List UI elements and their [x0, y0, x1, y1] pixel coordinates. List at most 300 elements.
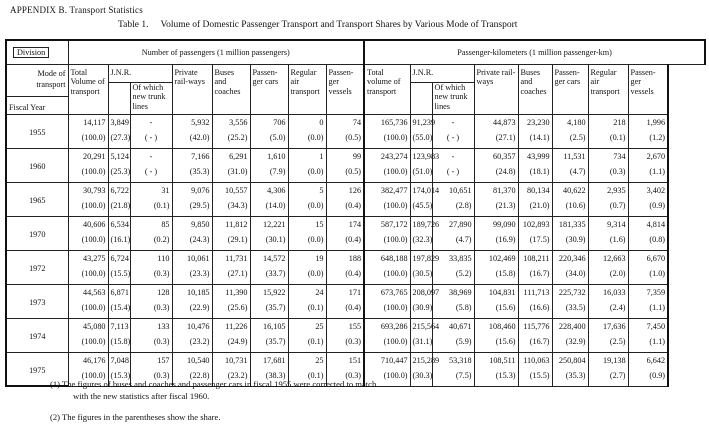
value-cell: 2,935 — [588, 182, 628, 201]
value-cell: 25 — [288, 352, 326, 371]
share-cell: (17.5) — [518, 235, 552, 250]
passenger-cars-pkm-header: Passen-ger cars — [552, 64, 588, 114]
passenger-vessels-pkm-header: Passen-ger vessels — [628, 64, 668, 114]
value-cell: 12,663 — [588, 250, 628, 269]
share-cell: (30.9) — [552, 235, 588, 250]
share-cell: (24.8) — [474, 167, 518, 182]
value-cell: 165,736 — [364, 114, 410, 133]
share-cell: (1.1) — [628, 337, 668, 352]
share-cell: (1.1) — [628, 303, 668, 318]
buses-pkm-header: Buses and coaches — [518, 64, 552, 114]
private-railways-header: Private rail-ways — [172, 64, 212, 114]
value-cell: 243,274 — [364, 148, 410, 167]
value-cell: 44,873 — [474, 114, 518, 133]
value-cell: 14,572 — [250, 250, 288, 269]
value-cell: 99 — [326, 148, 364, 167]
value-cell: 102,893 — [518, 216, 552, 235]
value-cell: 181,335 — [552, 216, 588, 235]
share-cell: (31.1) — [410, 337, 432, 352]
value-cell: 693,286 — [364, 318, 410, 337]
value-cell: 108,211 — [518, 250, 552, 269]
value-cell: 110,063 — [518, 352, 552, 371]
value-cell: 215,289 — [410, 352, 432, 371]
of-which-header: Of which new trunk lines — [130, 82, 172, 114]
share-cell: (1.2) — [628, 133, 668, 148]
fiscal-year-cell: 1955 — [6, 114, 68, 148]
value-cell: 104,831 — [474, 284, 518, 303]
share-cell: (45.5) — [410, 201, 432, 216]
fiscal-year-cell: 1965 — [6, 182, 68, 216]
share-cell: (14.0) — [250, 201, 288, 216]
table-row — [6, 182, 705, 201]
share-cell: (31.0) — [212, 167, 250, 182]
share-cell: (15.4) — [108, 303, 130, 318]
value-cell: 108,460 — [474, 318, 518, 337]
jnr-header: J.N.R. — [108, 64, 172, 82]
value-cell: 7,359 — [628, 284, 668, 303]
value-cell: 228,400 — [552, 318, 588, 337]
value-cell: 10,476 — [172, 318, 212, 337]
value-cell: 133 — [130, 318, 172, 337]
share-cell: (0.3) — [130, 371, 172, 386]
value-cell: 5 — [288, 182, 326, 201]
value-cell: 0 — [288, 114, 326, 133]
share-cell: (16.1) — [108, 235, 130, 250]
value-cell: 30,793 — [68, 182, 108, 201]
share-cell: (0.9) — [628, 371, 668, 386]
share-cell: (25.2) — [212, 133, 250, 148]
share-cell: (1.6) — [588, 235, 628, 250]
division-label: Division — [13, 47, 49, 59]
table-row — [6, 352, 705, 371]
value-cell: 7,166 — [172, 148, 212, 167]
share-cell: (0.1) — [288, 303, 326, 318]
share-cell: (23.3) — [172, 269, 212, 284]
table-row — [6, 148, 705, 167]
value-cell: 5,124 — [108, 148, 130, 167]
share-cell: ( - ) — [432, 133, 474, 148]
share-cell: ( - ) — [432, 167, 474, 182]
value-cell: 43,999 — [518, 148, 552, 167]
value-cell: 9,076 — [172, 182, 212, 201]
share-cell: (21.0) — [518, 201, 552, 216]
share-cell: (100.0) — [68, 235, 108, 250]
share-cell: (30.9) — [410, 303, 432, 318]
share-cell: (22.8) — [172, 371, 212, 386]
share-cell: (100.0) — [364, 269, 410, 284]
share-cell: (30.5) — [410, 269, 432, 284]
share-cell: (0.3) — [130, 269, 172, 284]
table-row — [6, 114, 705, 133]
value-cell: 11,226 — [212, 318, 250, 337]
value-cell: 6,722 — [108, 182, 130, 201]
value-cell: 14,117 — [68, 114, 108, 133]
total-volume-pkm-header: Total volume of transport — [364, 64, 410, 114]
share-cell: (100.0) — [364, 337, 410, 352]
share-cell: ( - ) — [130, 167, 172, 182]
value-cell: 710,447 — [364, 352, 410, 371]
value-cell: 10,557 — [212, 182, 250, 201]
value-cell: - — [432, 114, 474, 133]
value-cell: 20,291 — [68, 148, 108, 167]
value-cell: 15,922 — [250, 284, 288, 303]
share-cell: (0.1) — [288, 337, 326, 352]
value-cell: 734 — [588, 148, 628, 167]
value-cell: 225,732 — [552, 284, 588, 303]
value-cell: 40,622 — [552, 182, 588, 201]
value-cell: 189,726 — [410, 216, 432, 235]
value-cell: 17,636 — [588, 318, 628, 337]
share-cell: (21.8) — [108, 201, 130, 216]
value-cell: 19,138 — [588, 352, 628, 371]
value-cell: 4,306 — [250, 182, 288, 201]
share-cell: (16.6) — [518, 303, 552, 318]
mode-header — [6, 64, 68, 96]
value-cell: 706 — [250, 114, 288, 133]
share-cell: (0.7) — [588, 201, 628, 216]
value-cell: 15 — [288, 216, 326, 235]
value-cell: 1,996 — [628, 114, 668, 133]
share-cell: (4.7) — [552, 167, 588, 182]
regular-air-pkm-header: Regular air transport — [588, 64, 628, 114]
fiscal-year-header: Fiscal Year — [6, 96, 68, 114]
share-cell: (15.8) — [474, 269, 518, 284]
share-cell: (29.1) — [212, 235, 250, 250]
value-cell: 6,724 — [108, 250, 130, 269]
share-cell: (100.0) — [364, 235, 410, 250]
value-cell: 6,534 — [108, 216, 130, 235]
share-cell: (18.1) — [518, 167, 552, 182]
share-cell: (100.0) — [68, 269, 108, 284]
value-cell: 6,670 — [628, 250, 668, 269]
table-row — [6, 133, 705, 148]
share-cell: (2.4) — [588, 303, 628, 318]
share-cell: (30.3) — [410, 371, 432, 386]
fiscal-year-cell: 1970 — [6, 216, 68, 250]
share-cell: (100.0) — [364, 201, 410, 216]
value-cell: 10,731 — [212, 352, 250, 371]
value-cell: 218 — [588, 114, 628, 133]
value-cell: 111,713 — [518, 284, 552, 303]
share-cell: (38.3) — [250, 371, 288, 386]
value-cell: 197,829 — [410, 250, 432, 269]
share-cell: (33.5) — [552, 303, 588, 318]
share-cell: (100.0) — [68, 201, 108, 216]
table-row — [6, 201, 705, 216]
share-cell: (35.3) — [552, 371, 588, 386]
value-cell: 1,610 — [250, 148, 288, 167]
passenger-vessels-header: Passen-ger vessels — [326, 64, 364, 114]
table-row — [6, 318, 705, 337]
value-cell: 9,314 — [588, 216, 628, 235]
share-cell: (0.3) — [588, 167, 628, 182]
share-cell: (34.3) — [212, 201, 250, 216]
share-cell: (1.0) — [628, 269, 668, 284]
share-cell: (0.5) — [326, 133, 364, 148]
share-cell: (24.3) — [172, 235, 212, 250]
share-cell: (2.5) — [552, 133, 588, 148]
value-cell: 17,681 — [250, 352, 288, 371]
value-cell: 128 — [130, 284, 172, 303]
share-cell: (15.6) — [474, 303, 518, 318]
value-cell: 10,540 — [172, 352, 212, 371]
value-cell: 85 — [130, 216, 172, 235]
transport-table — [5, 39, 706, 387]
value-cell: 250,804 — [552, 352, 588, 371]
table-row — [6, 167, 705, 182]
fiscal-year-cell: 1973 — [6, 284, 68, 318]
footnotes — [50, 378, 376, 423]
value-cell: 7,113 — [108, 318, 130, 337]
value-cell: 74 — [326, 114, 364, 133]
regular-air-header: Regular air transport — [288, 64, 326, 114]
value-cell: 108,511 — [474, 352, 518, 371]
value-cell: 16,033 — [588, 284, 628, 303]
share-cell: (25.6) — [212, 303, 250, 318]
share-cell: (0.3) — [326, 337, 364, 352]
fiscal-year-cell: 1960 — [6, 148, 68, 182]
value-cell: 12,221 — [250, 216, 288, 235]
table-number: Table 1. — [118, 20, 149, 30]
value-cell: 31 — [130, 182, 172, 201]
share-cell: (100.0) — [68, 303, 108, 318]
value-cell: 25 — [288, 318, 326, 337]
value-cell: - — [130, 114, 172, 133]
table-row — [6, 337, 705, 352]
value-cell: 43,275 — [68, 250, 108, 269]
value-cell: 6,642 — [628, 352, 668, 371]
share-cell: (5.0) — [250, 133, 288, 148]
value-cell: 587,172 — [364, 216, 410, 235]
share-cell: (0.3) — [130, 337, 172, 352]
share-cell: (25.3) — [108, 167, 130, 182]
table-row — [6, 284, 705, 303]
share-cell: (0.1) — [288, 371, 326, 386]
share-cell: (35.7) — [250, 303, 288, 318]
value-cell: 16,105 — [250, 318, 288, 337]
value-cell: 7,450 — [628, 318, 668, 337]
share-cell: (0.0) — [288, 235, 326, 250]
value-cell: 40,606 — [68, 216, 108, 235]
share-cell: (4.7) — [432, 235, 474, 250]
share-cell: (0.9) — [628, 201, 668, 216]
value-cell: 188 — [326, 250, 364, 269]
value-cell: 99,090 — [474, 216, 518, 235]
value-cell: 19 — [288, 250, 326, 269]
share-cell: (15.5) — [108, 269, 130, 284]
value-cell: 24 — [288, 284, 326, 303]
share-cell: (42.0) — [172, 133, 212, 148]
share-cell: (0.0) — [288, 201, 326, 216]
share-cell: (0.1) — [588, 133, 628, 148]
share-cell: (2.0) — [588, 269, 628, 284]
value-cell: 171 — [326, 284, 364, 303]
value-cell: 33,835 — [432, 250, 474, 269]
value-cell: 44,563 — [68, 284, 108, 303]
division-header — [6, 40, 68, 64]
share-cell: (27.1) — [212, 269, 250, 284]
value-cell: 208,097 — [410, 284, 432, 303]
share-cell: (55.0) — [410, 133, 432, 148]
table-body — [6, 114, 705, 386]
value-cell: 11,812 — [212, 216, 250, 235]
share-cell: (30.1) — [250, 235, 288, 250]
share-cell: (16.9) — [474, 235, 518, 250]
value-cell: 45,080 — [68, 318, 108, 337]
share-cell: (100.0) — [364, 167, 410, 182]
value-cell: 46,176 — [68, 352, 108, 371]
value-cell: 10,185 — [172, 284, 212, 303]
table-row — [6, 216, 705, 235]
value-cell: 4,814 — [628, 216, 668, 235]
value-cell: 10,651 — [432, 182, 474, 201]
value-cell: 126 — [326, 182, 364, 201]
share-cell: (27.3) — [108, 133, 130, 148]
share-cell: (27.1) — [474, 133, 518, 148]
value-cell: 3,556 — [212, 114, 250, 133]
value-cell: 115,776 — [518, 318, 552, 337]
value-cell: 123,983 — [410, 148, 432, 167]
table-title — [118, 20, 517, 30]
share-cell: (24.9) — [212, 337, 250, 352]
share-cell: (100.0) — [364, 303, 410, 318]
share-cell: (35.7) — [250, 337, 288, 352]
share-cell: (5.8) — [432, 303, 474, 318]
share-cell: (0.0) — [288, 269, 326, 284]
value-cell: - — [130, 148, 172, 167]
share-cell: (0.4) — [326, 201, 364, 216]
share-cell: (16.7) — [518, 269, 552, 284]
value-cell: 9,850 — [172, 216, 212, 235]
share-cell: (10.6) — [552, 201, 588, 216]
value-cell: 81,370 — [474, 182, 518, 201]
passengers-group-header: Number of passengers (1 million passengers) — [68, 40, 364, 64]
footnote-1: (1) The figures of buses and coaches and passenger cars in fiscal 1955 were corrected to match — [50, 379, 377, 389]
share-cell: (7.9) — [250, 167, 288, 182]
value-cell: 91,239 — [410, 114, 432, 133]
share-cell: (5.2) — [432, 269, 474, 284]
fiscal-year-cell: 1974 — [6, 318, 68, 352]
value-cell: 174 — [326, 216, 364, 235]
value-cell: 60,357 — [474, 148, 518, 167]
share-cell: (51.0) — [410, 167, 432, 182]
table-title-text: Volume of Domestic Passenger Transport and Transport Shares by Various Mode of Transport — [160, 20, 518, 30]
share-cell: (2.8) — [432, 201, 474, 216]
share-cell: (100.0) — [68, 337, 108, 352]
share-cell: (0.4) — [326, 303, 364, 318]
pkm-group-header: Passenger-kilometers (1 million passenger-km) — [364, 40, 705, 64]
share-cell: (32.9) — [552, 337, 588, 352]
share-cell: ( - ) — [130, 133, 172, 148]
share-cell: (100.0) — [364, 133, 410, 148]
share-cell: (2.5) — [588, 337, 628, 352]
value-cell: 151 — [326, 352, 364, 371]
value-cell: 7,048 — [108, 352, 130, 371]
share-cell: (15.6) — [474, 337, 518, 352]
share-cell: (29.5) — [172, 201, 212, 216]
passenger-cars-header: Passen-ger cars — [250, 64, 288, 114]
share-cell: (0.4) — [326, 235, 364, 250]
value-cell: 10,061 — [172, 250, 212, 269]
table-row — [6, 303, 705, 318]
fiscal-year-cell: 1975 — [6, 352, 68, 386]
share-cell: (100.0) — [68, 133, 108, 148]
share-cell: (0.2) — [130, 235, 172, 250]
mode-label: Mode of transport — [36, 68, 66, 89]
share-cell: (23.2) — [172, 337, 212, 352]
value-cell: 2,670 — [628, 148, 668, 167]
share-cell: (0.0) — [288, 167, 326, 182]
total-volume-header: Total Volume of transport — [68, 64, 108, 114]
share-cell: (22.9) — [172, 303, 212, 318]
of-which-pkm-header: Of which new trunk lines — [432, 82, 474, 114]
share-cell: (32.3) — [410, 235, 432, 250]
value-cell: 11,531 — [552, 148, 588, 167]
share-cell: (35.3) — [172, 167, 212, 182]
value-cell: 38,969 — [432, 284, 474, 303]
share-cell: (15.3) — [474, 371, 518, 386]
share-cell: (15.3) — [108, 371, 130, 386]
share-cell: (100.0) — [68, 371, 108, 386]
share-cell: (2.7) — [588, 371, 628, 386]
share-cell: (15.5) — [518, 371, 552, 386]
value-cell: 102,469 — [474, 250, 518, 269]
value-cell: 23,230 — [518, 114, 552, 133]
share-cell: (7.5) — [432, 371, 474, 386]
value-cell: 5,932 — [172, 114, 212, 133]
share-cell: (15.8) — [108, 337, 130, 352]
footnote-1-cont: with the new statistics after fiscal 1960. — [73, 391, 210, 401]
table-row — [6, 250, 705, 269]
value-cell: 110 — [130, 250, 172, 269]
buses-header: Buses and coaches — [212, 64, 250, 114]
appendix-heading: APPENDIX B. Transport Statistics — [10, 5, 143, 15]
value-cell: 4,180 — [552, 114, 588, 133]
footnote-2: (2) The figures in the parentheses show the share. — [50, 412, 221, 422]
value-cell: 1 — [288, 148, 326, 167]
value-cell: 27,890 — [432, 216, 474, 235]
share-cell: (5.9) — [432, 337, 474, 352]
value-cell: 80,134 — [518, 182, 552, 201]
value-cell: 3,402 — [628, 182, 668, 201]
value-cell: 11,390 — [212, 284, 250, 303]
value-cell: 6,291 — [212, 148, 250, 167]
value-cell: 3,849 — [108, 114, 130, 133]
value-cell: 155 — [326, 318, 364, 337]
share-cell: (0.3) — [130, 303, 172, 318]
share-cell: (0.8) — [628, 235, 668, 250]
value-cell: - — [432, 148, 474, 167]
share-cell: (0.0) — [288, 133, 326, 148]
value-cell: 11,731 — [212, 250, 250, 269]
value-cell: 157 — [130, 352, 172, 371]
share-cell: (21.3) — [474, 201, 518, 216]
share-cell: (34.0) — [552, 269, 588, 284]
share-cell: (0.3) — [326, 371, 364, 386]
jnr-pkm-header: J.N.R. — [410, 64, 474, 82]
table-row — [6, 235, 705, 250]
share-cell: (0.1) — [130, 201, 172, 216]
value-cell: 6,871 — [108, 284, 130, 303]
share-cell: (23.2) — [212, 371, 250, 386]
value-cell: 382,477 — [364, 182, 410, 201]
value-cell: 53,318 — [432, 352, 474, 371]
share-cell: (1.1) — [628, 167, 668, 182]
value-cell: 673,765 — [364, 284, 410, 303]
value-cell: 40,671 — [432, 318, 474, 337]
share-cell: (14.1) — [518, 133, 552, 148]
share-cell: (100.0) — [364, 371, 410, 386]
